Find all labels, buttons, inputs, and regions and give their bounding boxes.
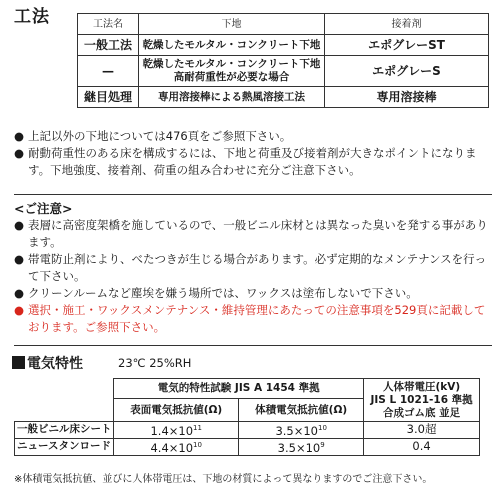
bullet-icon: ●: [14, 286, 25, 300]
row-substrate-cell: [139, 56, 325, 87]
electrical-section-title: [12, 353, 83, 373]
row-method-name: 継目処理: [78, 87, 139, 108]
value-exponent: 9: [320, 440, 325, 449]
header-volume: 体積電気抵抗値(Ω): [239, 399, 364, 422]
header-surface: 表面電気抵抗値(Ω): [114, 399, 239, 422]
list-item: [14, 251, 490, 285]
table-row: [15, 438, 480, 455]
divider: [14, 194, 492, 195]
caution-list: [14, 217, 490, 336]
table-row: [78, 87, 489, 108]
header-body-line2: JIS L 1021-16 準拠: [370, 393, 473, 406]
value-exponent: 10: [318, 424, 327, 432]
square-icon: [12, 356, 25, 369]
value-base: 3.5×10: [275, 423, 318, 438]
bullet-icon: ●: [14, 146, 25, 160]
row-method-name: 一般工法: [78, 35, 139, 56]
electrical-condition: 23℃ 25%RH: [118, 356, 192, 370]
row-product-name: ニュースタンロード: [15, 438, 114, 455]
header-adhesive: 接着剤: [325, 14, 489, 35]
note-text: 上記以外の下地については476頁をご参照下さい。: [28, 129, 292, 143]
row-body-voltage: 0.4: [364, 438, 480, 455]
note-text: 耐動荷重性のある床を構成するには、下地と荷重及び接着剤が大きなポイントになります。下地強度、接着剤、荷重の組み合わせに充分ご注意下さい。: [28, 146, 477, 177]
row-adhesive: エポグレーS: [325, 56, 489, 87]
bullet-icon: ●: [14, 129, 25, 143]
row-method-name: —: [78, 56, 139, 87]
bullet-icon: ●: [14, 252, 25, 266]
bullet-icon: ●: [14, 218, 25, 232]
row-body-voltage: 3.0超: [364, 422, 480, 439]
row-surface-value: [114, 438, 239, 455]
electrical-title-text: 電気特性: [27, 356, 83, 372]
value-base: 3.5×10: [277, 440, 321, 455]
list-item: [14, 285, 490, 302]
row-substrate: 乾燥したモルタル・コンクリート下地: [139, 35, 325, 56]
row-substrate: 専用溶接棒による熱風溶接工法: [139, 87, 325, 108]
method-notes: [14, 128, 490, 179]
header-body-line1: 人体帯電圧(kV): [382, 380, 461, 393]
caution-text: 帯電防止剤により、べたつきが生じる場合があります。必ず定期的なメンテナンスを行って下さい。: [28, 252, 487, 283]
header-substrate: 下地: [139, 14, 325, 35]
row-surface-value: [114, 422, 239, 439]
footnote: ※体積電気抵抗値、並びに人体帯電圧は、下地の材質によって異なりますのでご注意下さい。: [14, 474, 433, 485]
row-substrate-note: 高耐荷重性が必要な場合: [173, 71, 290, 83]
row-adhesive: 専用溶接棒: [325, 87, 489, 108]
value-exponent: 11: [193, 424, 202, 432]
list-item-warning: [14, 302, 490, 336]
table-row: [15, 422, 480, 439]
electrical-table: [14, 378, 480, 456]
caution-text: クリーンルームなど塵埃を嫌う場所では、ワックスは塗布しないで下さい。: [28, 286, 418, 300]
bullet-icon: ●: [14, 303, 25, 317]
header-body-line3: 合成ゴム底 並足: [383, 406, 461, 419]
row-substrate: 乾燥したモルタル・コンクリート下地: [142, 58, 321, 70]
table-row: [78, 35, 489, 56]
row-volume-value: [239, 422, 364, 439]
method-table: [77, 13, 489, 108]
blank-corner: [15, 379, 114, 422]
electrical-header-row-1: [15, 379, 480, 399]
method-table-header: [78, 14, 489, 35]
caution-warning-text: 選択・施工・ワックスメンテナンス・維持管理にあたっての注意事項を529頁に記載しております。ご参照下さい。: [28, 303, 486, 334]
list-item: [14, 145, 490, 179]
header-method-name: 工法名: [78, 14, 139, 35]
header-body-voltage: [364, 379, 480, 422]
table-row: [78, 56, 489, 87]
row-product-name: 一般ビニル床シート: [15, 422, 114, 439]
header-test: 電気的特性試験 JIS A 1454 準拠: [114, 379, 364, 399]
row-volume-value: [239, 438, 364, 455]
row-adhesive: エポグレーST: [325, 35, 489, 56]
list-item: [14, 128, 490, 145]
caution-title: <ご注意>: [14, 201, 73, 216]
divider: [14, 345, 492, 346]
method-section-title: 工法: [14, 7, 50, 27]
value-base: 4.4×10: [150, 440, 194, 455]
list-item: [14, 217, 490, 251]
value-exponent: 10: [193, 440, 202, 449]
caution-text: 表層に高密度架橋を施しているので、一般ビニル床材とは異なった臭いを発する事があります。: [28, 218, 488, 249]
value-base: 1.4×10: [150, 423, 194, 438]
